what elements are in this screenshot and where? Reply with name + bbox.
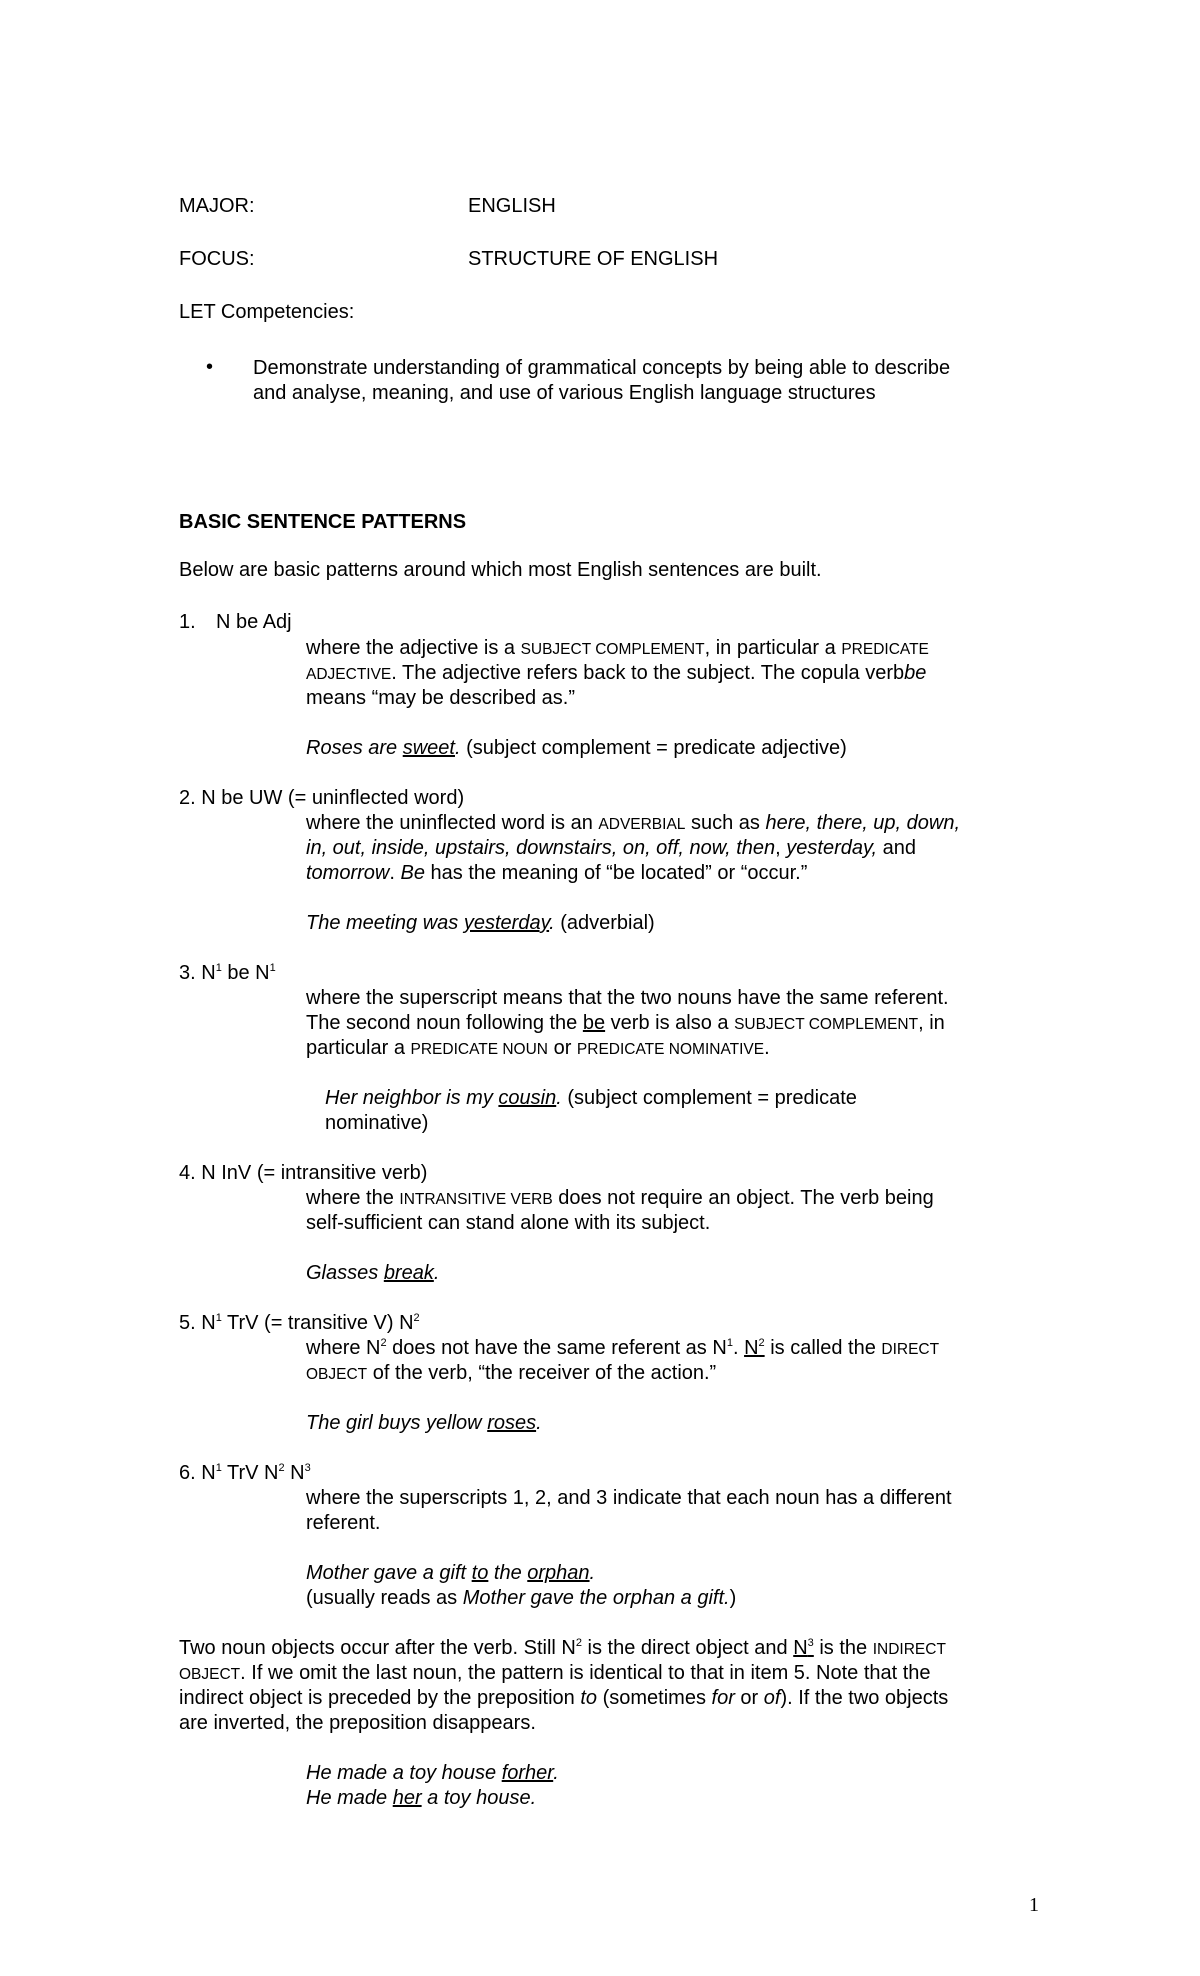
pattern-5-line-2: OBJECT of the verb, “the receiver of the action.”	[306, 1362, 717, 1384]
closing-line-4: are inverted, the preposition disappears.	[179, 1712, 536, 1734]
pattern-5-title: 5. $N^1$ TrV (= transitive V) $N^2$	[179, 1312, 420, 1334]
pattern-1-title: N be Adj	[216, 611, 292, 633]
closing-example-1: He made a toy house forher.	[306, 1762, 559, 1784]
section-title: BASIC SENTENCE PATTERNS	[179, 511, 467, 533]
pattern-4-line-1: where the INTRANSITIVE VERB does not require an object. The verb being	[306, 1187, 934, 1209]
pattern-4-title: 4. N InV (= intransitive verb)	[179, 1162, 428, 1184]
pattern-3-example-line-2: nominative)	[325, 1112, 429, 1134]
pattern-6-line-2: referent.	[306, 1512, 381, 1534]
focus-label: FOCUS:	[179, 248, 255, 270]
page-number: 1	[1029, 1894, 1039, 1916]
closing-example-2: He made her a toy house.	[306, 1787, 537, 1809]
pattern-3-title: 3. $N^1$ be $N^1$	[179, 962, 276, 984]
pattern-6-note: (usually reads as Mother gave the orphan a gift.)	[306, 1587, 737, 1609]
major-label: MAJOR:	[179, 195, 255, 217]
pattern-6-title: 6. $N^1$ TrV $N^2$ $N^3$	[179, 1462, 311, 1484]
let-competencies-label: LET Competencies:	[179, 301, 355, 323]
closing-line-2: OBJECT. If we omit the last noun, the pattern is identical to that in item 5. Note that the	[179, 1662, 931, 1684]
pattern-5-line-1: where $N^2$ does not have the same referent as $N^1$. $N^2$ is called the DIRECT	[306, 1337, 940, 1359]
pattern-6-example: Mother gave a gift to the orphan.	[306, 1562, 596, 1584]
pattern-3-line-1: where the superscript means that the two nouns have the same referent.	[306, 987, 949, 1009]
pattern-5-example: The girl buys yellow roses.	[306, 1412, 542, 1434]
pattern-3-example: Her neighbor is my cousin. (subject complement = predicate	[325, 1087, 857, 1109]
pattern-1-line-2: ADJECTIVE. The adjective refers back to the subject. The copula verbbe	[306, 662, 927, 684]
major-value: ENGLISH	[468, 195, 556, 217]
pattern-1-line-1: where the adjective is a SUBJECT COMPLEMENT, in particular a PREDICATE	[306, 637, 929, 659]
competency-line-2: and analyse, meaning, and use of various English language structures	[253, 382, 876, 404]
pattern-3-line-3: particular a PREDICATE NOUN or PREDICATE NOMINATIVE.	[306, 1037, 770, 1059]
pattern-1-number: 1.	[179, 611, 196, 633]
pattern-6-line-1: where the superscripts 1, 2, and 3 indicate that each noun has a different	[306, 1487, 952, 1509]
bullet-icon: •	[206, 356, 214, 378]
section-intro: Below are basic patterns around which most English sentences are built.	[179, 559, 822, 581]
pattern-2-line-1: where the uninflected word is an ADVERBIAL such as here, there, up, down,	[306, 812, 961, 834]
pattern-2-line-3: tomorrow. Be has the meaning of “be located” or “occur.”	[306, 862, 808, 884]
closing-line-1: Two noun objects occur after the verb. Still $N^2$ is the direct object and $N^3$ is the INDIRECT	[179, 1637, 946, 1659]
focus-value: STRUCTURE OF ENGLISH	[468, 248, 719, 270]
pattern-2-example: The meeting was yesterday. (adverbial)	[306, 912, 655, 934]
pattern-4-line-2: self-sufficient can stand alone with its subject.	[306, 1212, 711, 1234]
pattern-1-line-3: means “may be described as.”	[306, 687, 576, 709]
closing-line-3: indirect object is preceded by the preposition to (sometimes for or of). If the two objects	[179, 1687, 949, 1709]
competency-line-1: Demonstrate understanding of grammatical concepts by being able to describe	[253, 357, 951, 379]
pattern-2-title: 2. N be UW (= uninflected word)	[179, 787, 465, 809]
pattern-2-line-2: in, out, inside, upstairs, downstairs, on, off, now, then, yesterday, and	[306, 837, 916, 859]
pattern-4-example: Glasses break.	[306, 1262, 440, 1284]
pattern-1-example: Roses are sweet. (subject complement = predicate adjective)	[306, 737, 847, 759]
pattern-3-line-2: The second noun following the be verb is also a SUBJECT COMPLEMENT, in	[306, 1012, 945, 1034]
